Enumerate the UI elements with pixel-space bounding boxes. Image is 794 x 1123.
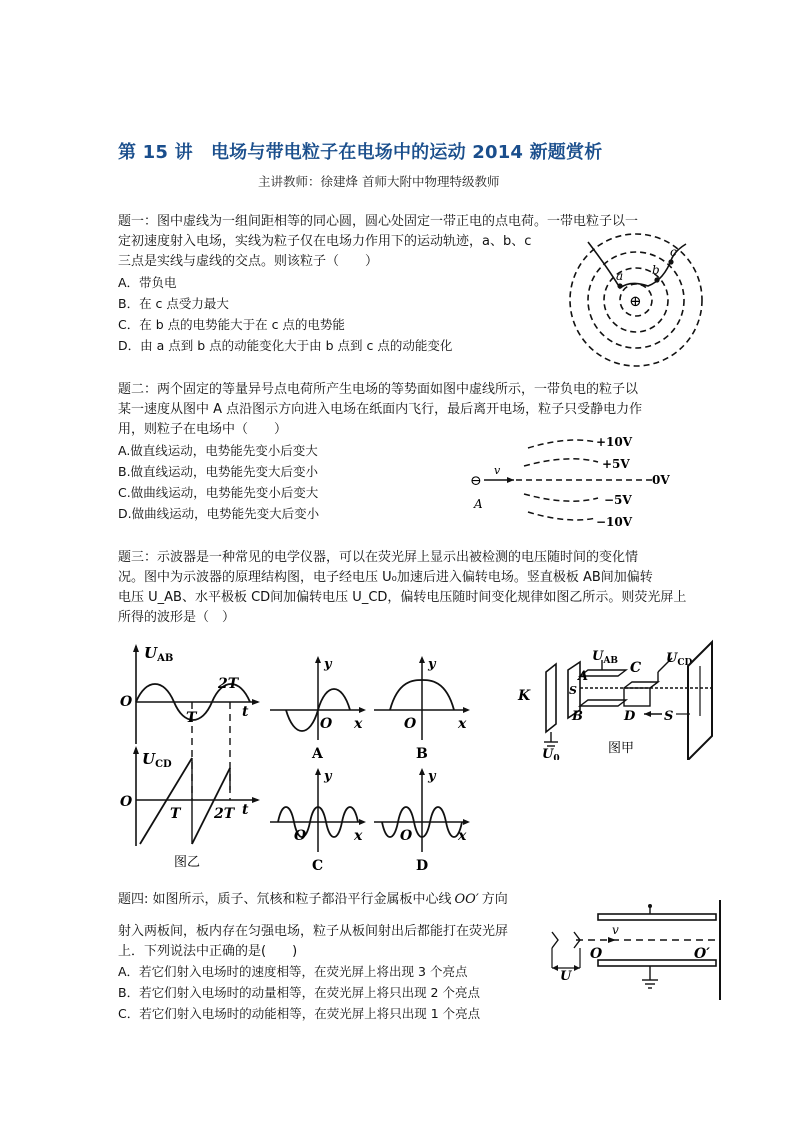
q2-label-plus10: +10V [596,435,633,449]
q3-d-o: O [400,828,413,844]
q1-line-1: 题一：图中虚线为一组间距相等的同心圆，圆心处固定一带正电的点电荷。一带电粒子以一 [118,214,639,229]
q4-line-2: 射入两板间，板内存在匀强电场，粒子从板间射出后都能打在荧光屏 [118,924,509,939]
q3-app-uab: $U_{AB}$ [592,649,618,666]
q3-a-y: y [324,657,332,672]
q4-line-1-tail: 方向 [481,892,508,907]
q4-oo-symbol: OO′ [454,892,479,907]
q4-option-c: C．若它们射入电场时的动能相等，在荧光屏上将只出现 1 个亮点 [118,1006,481,1021]
q3-t-label-2: T [170,806,181,822]
q1-line-3: 三点是实线与虚线的交点。则该粒子（ ） [118,254,379,269]
q3-choice-d: D [416,858,429,874]
q4-label-o: O [590,946,603,962]
q1-point-charge: ⊕ [629,292,642,310]
q2-option-c: C.做曲线运动，电势能先变小后变大 [118,485,319,500]
q1-option-a: A．带负电 [118,275,177,290]
q3-c-x: x [354,828,363,844]
q3-app-d: D [624,709,636,724]
q3-c-y: y [324,769,332,784]
q1-option-d: D．由 a 点到 b 点的动能变化大于由 b 点到 c 点的动能变化 [118,338,453,353]
q3-app-k: K [518,688,531,704]
q3-wave-option-a [270,656,366,762]
q3-wave-option-b [374,656,470,762]
q3-app-s1: S [569,684,577,697]
q1-label-a: a [616,269,624,283]
q3-d-x: x [458,828,467,844]
q3-oscilloscope-apparatus [516,636,724,760]
q3-wave-option-c [270,768,366,874]
q3-figure-jia-caption: 图甲 [608,741,635,756]
q3-t-label-1: T [186,710,197,726]
q2-label-minus5: −5V [604,493,632,507]
q3-line-4: 所得的波形是（ ） [118,610,236,625]
q3-uab-label: $U_{AB}$ [144,644,174,664]
q3-2t-label-1: 2T [218,676,239,692]
q3-origin-o-2: O [120,794,133,810]
q2-line-2: 某一速度从图中 A 点沿图示方向进入电场在纸面内飞行，最后离开电场，粒子只受静电力作 [118,402,643,417]
q3-b-y: y [428,657,436,672]
q2-option-b: B.做直线运动，电势能先变大后变小 [118,464,319,479]
q2-equipotential-figure [468,430,680,534]
q3-option-waveforms [268,652,480,874]
q3-c-o: O [294,828,307,844]
q3-choice-c: C [312,858,324,874]
q3-app-u0: $U_0$ [542,747,560,760]
q4-line-1 [118,890,508,910]
q3-choice-b: B [416,746,428,762]
q1-option-c: C．在 b 点的电势能大于在 c 点的电势能 [118,317,345,332]
q3-app-b: B [572,709,583,724]
q3-app-c: C [630,660,642,676]
q3-app-s2: S [664,709,674,724]
q3-app-a: A [578,669,589,684]
q3-app-ucd: $U_{CD}$ [666,651,693,668]
q3-line-1: 题三：示波器是一种常见的电学仪器，可以在荧光屏上显示出被检测的电压随时间的变化情 [118,550,639,565]
q2-label-plus5: +5V [602,457,630,471]
q2-label-v: v [494,464,501,477]
q4-option-a: A．若它们射入电场时的速度相等，在荧光屏上将出现 3 个亮点 [118,964,468,979]
q4-option-b: B．若它们射入电场时的动量相等，在荧光屏上将只出现 2 个亮点 [118,985,480,1000]
q1-concentric-circles-figure [560,228,716,374]
q3-origin-o-1: O [120,694,133,710]
page-subtitle: 主讲教师：徐建烽 首师大附中物理特级教师 [258,174,500,189]
q3-choice-a: A [312,746,323,762]
q4-line-1-text: 题四: 如图所示，质子、氘核和粒子都沿平行金属板中心线 [118,892,452,907]
q4-parallel-plates-figure [540,896,730,1002]
q3-figure-yi-caption: 图乙 [174,855,201,870]
q3-line-3: 电压 U_AB、水平极板 CD间加偏转电压 U_CD，偏转电压随时间变化规律如图乙所示。则荧光屏上 [118,590,687,605]
q2-label-minus10: −10V [596,515,633,529]
q3-voltage-time-figure [118,640,268,870]
q2-label-a: A [474,497,483,511]
q3-a-o: O [320,716,333,732]
q3-line-2: 况。图中为示波器的原理结构图，电子经电压 U₀加速后进入偏转电场。竖直极板 AB间加偏转 [118,570,653,585]
q3-wave-option-d [374,768,470,874]
q3-2t-label-2: 2T [214,806,235,822]
q4-label-u: U [560,969,572,984]
q3-b-x: x [458,716,467,732]
q3-d-y: y [428,769,436,784]
q3-t-axis-2: t [242,802,249,818]
q4-label-v: v [612,923,619,937]
q3-t-axis-1: t [242,704,249,720]
q2-option-d: D.做曲线运动，电势能先变大后变小 [118,506,320,521]
q2-option-a: A.做直线运动，电势能先变小后变大 [118,443,318,458]
q3-b-o: O [404,716,417,732]
q1-label-b: b [652,263,660,277]
q4-label-o-prime: O′ [694,946,710,962]
q1-line-2: 定初速度射入电场，实线为粒子仅在电场力作用下的运动轨迹，a、b、c [118,234,532,249]
q3-ucd-label: $U_{CD}$ [142,750,172,770]
q1-label-c: c [670,245,677,259]
q2-line-1: 题二：两个固定的等量异号点电荷所产生电场的等势面如图中虚线所示，一带负电的粒子以 [118,382,639,397]
q3-a-x: x [354,716,363,732]
q2-line-3: 用，则粒子在电场中（ ） [118,422,288,437]
q4-line-3: 上．下列说法中正确的是( ) [118,944,298,959]
q2-negative-charge: ⊖ [470,473,482,489]
page-title: 第 15 讲 电场与带电粒子在电场中的运动 2014 新题赏析 [118,142,603,163]
q1-option-b: B．在 c 点受力最大 [118,296,229,311]
q2-label-zero: 0V [652,473,670,487]
